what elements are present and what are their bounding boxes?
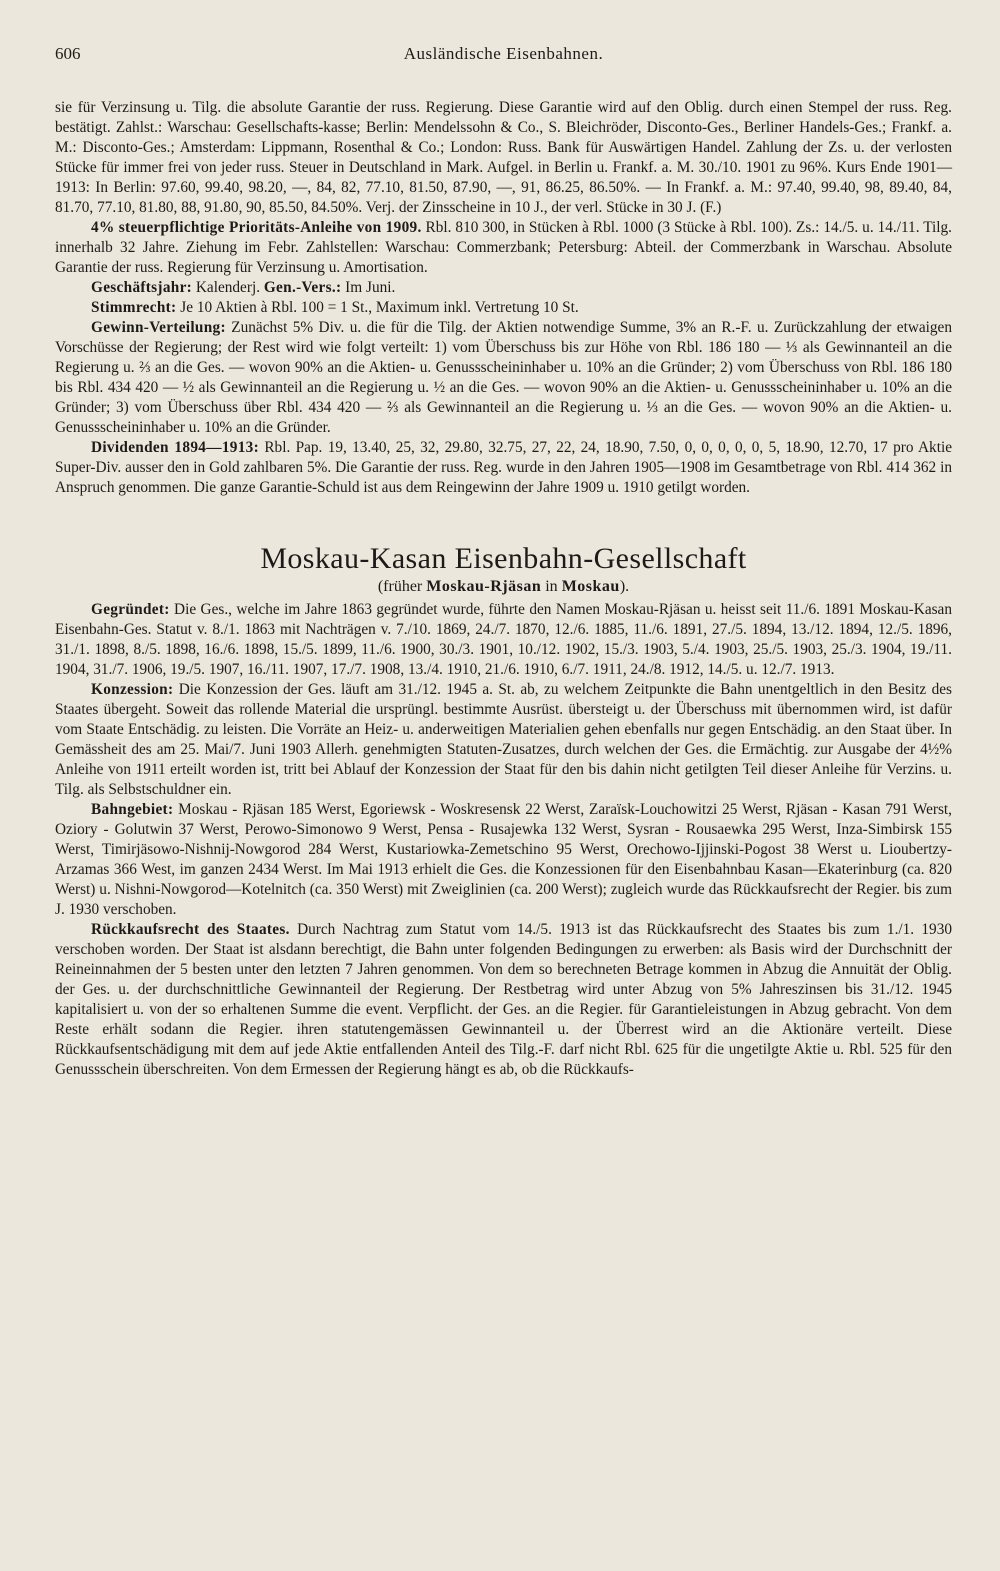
voting-rights-heading: Stimmrecht: bbox=[91, 299, 177, 316]
fiscal-year-heading: Geschäftsjahr: bbox=[91, 279, 193, 296]
loan-1909-paragraph bbox=[55, 218, 952, 278]
profit-distribution-text: Zunächst 5% Div. u. die für die Tilg. der Aktien notwendige Summe, 3% an R.-F. u. Zurückzahlung der etwaigen Vorschüsse der Regierung; der Rest wird wie folgt verteilt: 1) vom Überschuss bis zur Höhe von Rbl. 186 180 — ⅓ als Gewinnanteil an die Regierung u. ⅔ an die Ges. — wovon 90% an die Aktien- u. Genussscheininhaber u. 10% an die Gründer; 2) vom Überschuss von Rbl. 186 180 bis Rbl. 434 420 — ½ als Gewinnanteil an die Regierung u. ½ an die Ges. — wovon 90% an die Aktien- u. Genussscheininhaber u. 10% an die Gründer; 3) vom Überschuss über Rbl. 434 420 — ⅔ als Gewinnanteil an die Regierung u. ⅓ an die Ges. — wovon 90% an die Aktien- u. Genussscheininhaber u. 10% an die Gründer. bbox=[55, 319, 952, 436]
running-header bbox=[55, 44, 952, 72]
railway-network-heading: Bahngebiet: bbox=[91, 801, 174, 818]
general-meeting-heading: Gen.-Vers.: bbox=[263, 279, 342, 296]
voting-rights-text: Je 10 Aktien à Rbl. 100 = 1 St., Maximum inkl. Vertretung 10 St. bbox=[176, 299, 579, 316]
profit-distribution-paragraph bbox=[55, 318, 952, 438]
buyback-right-paragraph bbox=[55, 920, 952, 1080]
railway-network-text: Moskau - Rjäsan 185 Werst, Egoriewsk - Woskresensk 22 Werst, Zaraïsk-Louchowitzi 25 Werst, Rjäsan - Kasan 791 Werst, Oziory - Golutwin 37 Werst, Perowo-Simonowo 9 Werst, Pensa - Rusajewka 132 Werst, Sysran - Rousaewka 295 Werst, Inza-Simbirsk 155 Werst, Timirjäsowo-Nishnij-Nowgorod 284 Werst, Kustariowka-Zemetschino 95 Werst, Orechowo-Ijjinski-Pogost 38 Werst u. Lioubertzy-Arzamas 366 West, im ganzen 2434 Werst. Im Mai 1913 erhielt die Ges. die Konzessionen für den Eisenbahnbau Kasan—Ekaterinburg (ca. 820 Werst) u. Nishni-Nowgorod—Kotelnitch (ca. 350 Werst) mit Zweiglinien (ca. 200 Werst); zugleich wurde das Rückkaufsrecht der Regier. bis zum J. 1930 verschoben. bbox=[55, 801, 952, 918]
company-title: Moskau-Kasan Eisenbahn-Gesellschaft bbox=[260, 542, 747, 575]
previous-company-section bbox=[55, 98, 952, 498]
subtitle-mid: in bbox=[541, 578, 562, 595]
page-number: 606 bbox=[55, 44, 81, 63]
general-meeting-text: Im Juni. bbox=[341, 279, 396, 296]
buyback-right-text: Durch Nachtrag zum Statut vom 14./5. 1913 ist das Rückkaufsrecht des Staates bis zum 1./1. 1930 verschoben worden. Der Staat ist alsdann berechtigt, die Bahn unter folgenden Bedingungen zu erwerben: als Basis wird der Durchschnitt der Reineinnahmen der 5 besten unter den letzten 7 Jahren genommen. Von dem so berechneten Betrage kommen in Abzug die Annuität der Oblig. der Ges. u. der durchschnittliche Gewinnanteil der Regierung. Der Restbetrag wird unter Abzug von 5% Jahreszinsen bis 31./12. 1945 kapitalisiert u. von der so erhaltenen Summe die event. Verpflicht. der Ges. an die Regier. für Garantieleistungen in Abzug gebracht. Von dem Reste erhält sodann die Regier. ihren statutengemässen Gewinnanteil u. der Überrest wird an die Aktionäre verteilt. Diese Rückkaufsentschädigung mit dem auf jede Aktie entfallenden Anteil des Tilg.-F. darf nicht Rbl. 625 für die ungetilgte Aktie u. Rbl. 525 für den Genussschein überschreiten. Von dem Ermessen der Regierung hängt es ab, ob die Rückkaufs- bbox=[55, 921, 953, 1078]
voting-rights-paragraph bbox=[55, 298, 952, 318]
fiscal-year-paragraph bbox=[55, 278, 952, 298]
company-subtitle bbox=[55, 576, 952, 598]
founded-text: Die Ges., welche im Jahre 1863 gegründet wurde, führte den Namen Moskau-Rjäsan u. heisst seit 11./6. 1891 Moskau-Kasan Eisenbahn-Ges. Statut v. 8./1. 1863 mit Nachträgen v. 7./10. 1869, 24./7. 1870, 12./6. 1885, 11./6. 1891, 27./5. 1894, 13./12. 1894, 12./5. 1896, 31./1. 1898, 8./5. 1898, 16./6. 1898, 15./5. 1899, 11./6. 1900, 30./3. 1901, 10./12. 1902, 15./3. 1903, 5./4. 1903, 25./5. 1903, 25./3. 1904, 19./11. 1904, 31./7. 1906, 19./5. 1907, 16./11. 1907, 17./7. 1908, 13./4. 1910, 21./6. 1910, 6./7. 1911, 24./8. 1912, 14./5. u. 12./7. 1913. bbox=[55, 601, 952, 678]
profit-distribution-heading: Gewinn-Verteilung: bbox=[91, 319, 226, 336]
dividends-paragraph bbox=[55, 438, 952, 498]
subtitle-former-name: Moskau-Rjäsan bbox=[426, 578, 542, 595]
concession-paragraph bbox=[55, 680, 952, 800]
buyback-right-heading: Rückkaufsrecht des Staates. bbox=[91, 921, 290, 938]
concession-text: Die Konzession der Ges. läuft am 31./12. 1945 a. St. ab, zu welchem Zeitpunkte die Bahn unentgeltlich in den Besitz des Staates übergeht. Soweit das rollende Material die ursprüngl. bestimmte Ausrüst. übersteigt u. der Überschuss mit übernommen wird, ist dafür vom Staate Entschädig. zu leisten. Die Vorräte an Heiz- u. anderweitigen Materialien gehen ebenfalls nur gegen Entschädig. an den Staat über. In Gemässheit des am 25. Mai/7. Juni 1903 Allerh. genehmigten Statuten-Zusatzes, durch welchen der Ges. die Ermächtig. zur Ausgabe der 4½% Anleihe von 1911 erteilt worden ist, tritt bei Ablauf der Konzession der Staat für den bis dahin nicht getilgten Teil dieser Anleihe für Verzins. u. Tilg. als Selbstschuldner ein. bbox=[55, 681, 952, 798]
header-title: Ausländische Eisenbahnen. bbox=[403, 44, 604, 63]
subtitle-suffix: ). bbox=[619, 578, 630, 595]
subtitle-prefix: (früher bbox=[377, 578, 427, 595]
subtitle-city: Moskau bbox=[561, 578, 620, 595]
founded-paragraph bbox=[55, 600, 952, 680]
dividends-heading: Dividenden 1894—1913: bbox=[91, 439, 260, 456]
railway-network-paragraph bbox=[55, 800, 952, 920]
loan-1909-text: Rbl. 810 300, in Stücken à Rbl. 1000 (3 Stücke à Rbl. 100). Zs.: 14./5. u. 14./11. Tilg. innerhalb 32 Jahre. Ziehung im Febr. Zahlstellen: Warschau: Commerzbank; Petersburg: Abteil. der Commerzbank in Warschau. Absolute Garantie der russ. Regierung für Verzinsung u. Amortisation. bbox=[55, 219, 952, 276]
company-section bbox=[55, 600, 952, 1080]
guarantee-paragraph: sie für Verzinsung u. Tilg. die absolute Garantie der russ. Regierung. Diese Garantie wird auf den Oblig. durch einen Stempel der russ. Reg. bestätigt. Zahlst.: Warschau: Gesellschafts-kasse; Berlin: Mendelssohn & Co., S. Bleichröder, Disconto-Ges., Berliner Handels-Ges.; Frankf. a. M.: Disconto-Ges.; Amsterdam: Lippmann, Rosenthal & Co.; London: Russ. Bank für Auswärtigen Handel. Zahlung der Zs. u. der verlosten Stücke für immer frei von jeder russ. Steuer in Deutschland in Mark. Aufgel. in Berlin u. Frankf. a. M. 30./10. 1901 zu 96%. Kurs Ende 1901—1913: In Berlin: 97.60, 99.40, 98.20, —, 84, 82, 77.10, 81.50, 87.90, —, 91, 86.25, 86.50%. — In Frankf. a. M.: 97.40, 99.40, 98, 89.40, 84, 81.70, 77.10, 81.80, 88, 91.80, 90, 85.50, 84.50%. Verj. der Zinsscheine in 10 J., der verl. Stücke in 30 J. (F.) bbox=[55, 99, 952, 216]
fiscal-year-text: Kalenderj. bbox=[192, 279, 264, 296]
founded-heading: Gegründet: bbox=[91, 601, 170, 618]
concession-heading: Konzession: bbox=[91, 681, 174, 698]
dividends-text: Rbl. Pap. 19, 13.40, 25, 32, 29.80, 32.75, 27, 22, 24, 18.90, 7.50, 0, 0, 0, 0, 0, 5, 18.90, 12.70, 17 pro Aktie Super-Div. ausser den in Gold zahlbaren 5%. Die Garantie der russ. Reg. wurde in den Jahren 1905—1908 im Gesamtbetrage von Rbl. 414 362 in Anspruch genommen. Die ganze Garantie-Schuld ist aus dem Reingewinn der Jahre 1909 u. 1910 getilgt worden. bbox=[55, 439, 952, 496]
loan-1909-heading: 4% steuerpflichtige Prioritäts-Anleihe von 1909. bbox=[91, 219, 422, 236]
